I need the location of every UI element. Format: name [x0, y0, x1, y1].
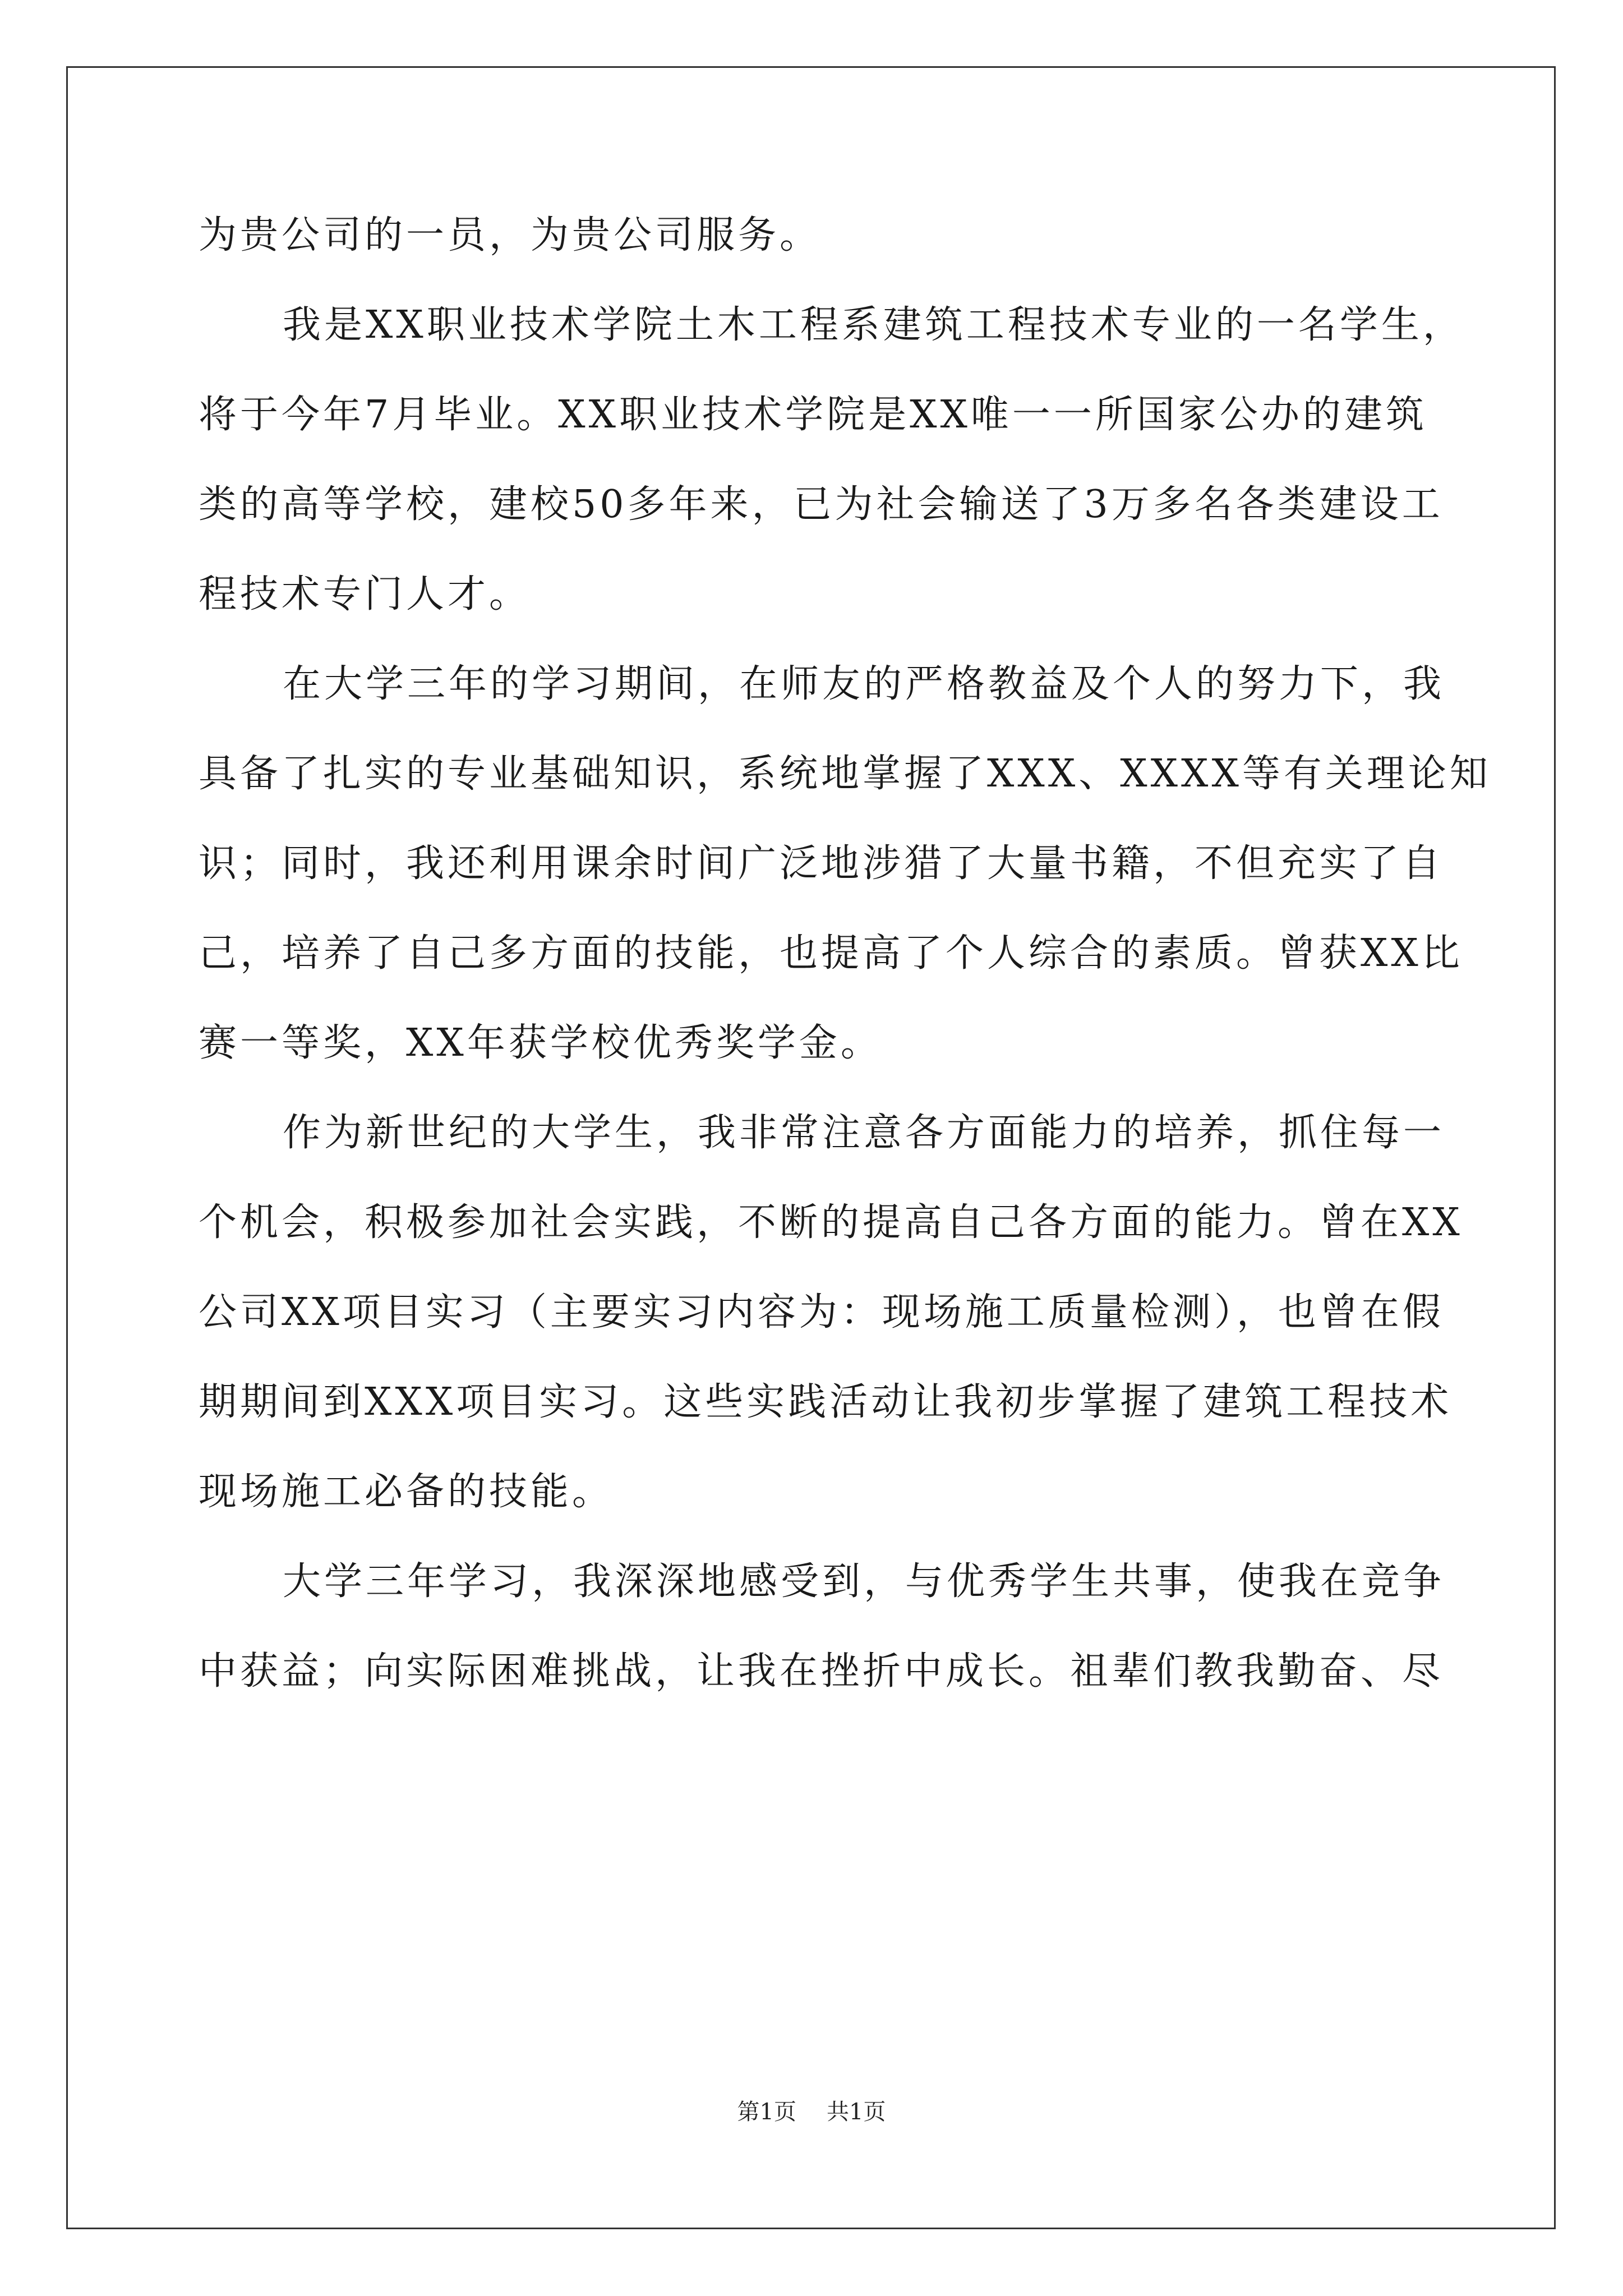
page-number-current: 第1页	[737, 2099, 796, 2125]
text-line: 为贵公司的一员，为贵公司服务。	[199, 213, 822, 257]
text-line: 现场施工必备的技能。	[199, 1470, 614, 1514]
text-line: 具备了扎实的专业基础知识，系统地掌握了XXX、XXXX等有关理论知	[199, 752, 1491, 796]
text-line: 中获益；向实际困难挑战，让我在挫折中成长。祖辈们教我勤奋、尽	[199, 1649, 1444, 1694]
text-line: 期期间到XXX项目实习。这些实践活动让我初步掌握了建筑工程技术	[199, 1380, 1453, 1424]
paragraph-start-line: 我是XX职业技术学院土木工程系建筑工程技术专业的一名学生，	[283, 303, 1464, 347]
text-line: 个机会，积极参加社会实践，不断的提高自己各方面的能力。曾在XX	[199, 1200, 1463, 1245]
paragraph-start-line: 在大学三年的学习期间，在师友的严格教益及个人的努力下，我	[283, 662, 1445, 706]
text-line: 识；同时，我还利用课余时间广泛地涉猎了大量书籍，不但充实了自	[199, 841, 1444, 886]
page-number-total: 共1页	[827, 2099, 886, 2125]
text-line: 类的高等学校，建校50多年来，已为社会输送了3万多名各类建设工	[199, 482, 1444, 527]
paragraph-start-line: 大学三年学习，我深深地感受到，与优秀学生共事，使我在竞争	[283, 1559, 1445, 1604]
text-line: 公司XX项目实习（主要实习内容为：现场施工质量检测），也曾在假	[199, 1290, 1444, 1335]
page-footer	[0, 2098, 1623, 2126]
text-line: 程技术专门人才。	[199, 572, 531, 616]
paragraph-start-line: 作为新世纪的大学生，我非常注意各方面能力的培养，抓住每一	[283, 1111, 1445, 1155]
text-line: 将于今年7月毕业。XX职业技术学院是XX唯一一所国家公办的建筑	[199, 393, 1427, 437]
text-line: 赛一等奖，XX年获学校优秀奖学金。	[199, 1021, 882, 1065]
text-line: 己，培养了自己多方面的技能，也提高了个人综合的素质。曾获XX比	[199, 931, 1463, 976]
